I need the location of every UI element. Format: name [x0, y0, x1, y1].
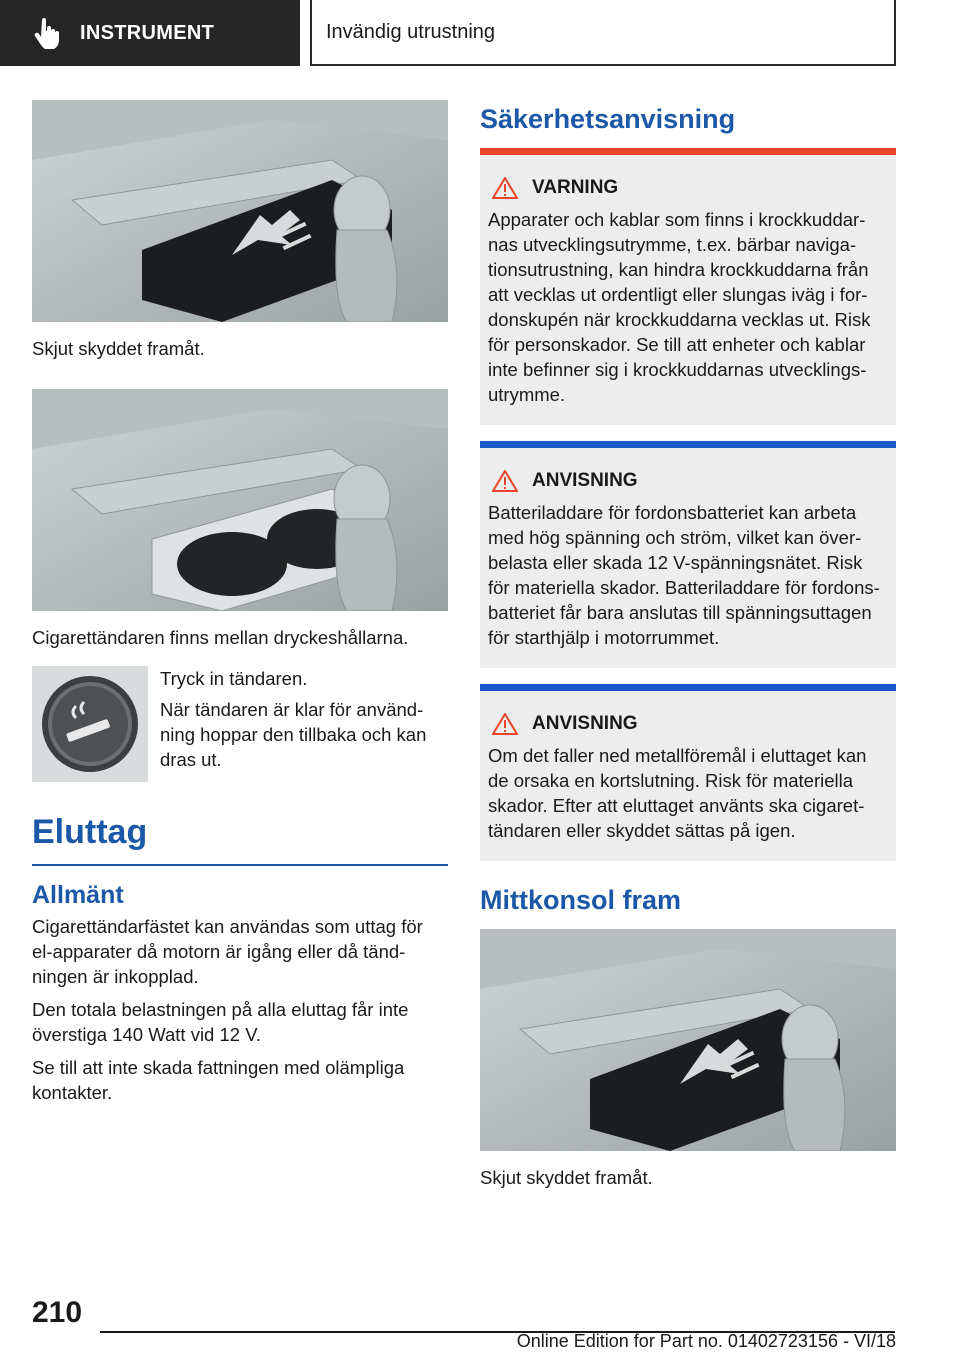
section-label: INSTRUMENT — [80, 21, 215, 44]
page-topic: Invändig utrustning — [310, 0, 896, 66]
notice-title: VARNING — [532, 177, 619, 198]
subsection-title-allmant: Allmänt — [32, 881, 124, 909]
warning-triangle-icon — [492, 713, 518, 735]
warning-triangle-icon — [492, 470, 518, 492]
notice-body: Apparater och kablar som finns i krockkuddarnas utvecklingsutrymme, t.ex. bärbar navigationsutrustning, kan hindra krockkuddarna från att vecklas ut ordentligt eller slungas iväg i fordonskupén när krockkuddarna vecklas ut. Risk för personskador. Se till att enheter och kablar inte befinner sig i krockkuddarnas utvecklingsutrymme. — [488, 209, 871, 405]
page-header — [0, 0, 960, 66]
notice-title: ANVISNING — [532, 713, 638, 734]
notice-anvisning-1 — [480, 441, 896, 668]
paragraph-2: Den totala belastningen på alla eluttag får inte överstiga 140 Watt vid 12 V. — [32, 999, 409, 1045]
cup-holder-image — [32, 389, 448, 611]
notice-body: Om det faller ned metallföremål i eluttaget kan de orsaka en kortslutning. Risk för materiella skador. Efter att eluttaget använts ska cigarettändaren eller skyddet sättas på igen. — [488, 745, 867, 841]
edition-text[interactable]: Online Edition for Part no. 01402723156 - VI/18 — [516, 1331, 896, 1351]
hand-pointer-icon — [30, 16, 64, 50]
cigarette-lighter-icon — [32, 666, 148, 782]
page-number: 210 — [32, 1296, 83, 1329]
caption-front-console: Skjut skyddet framåt. — [480, 1167, 653, 1188]
notice-body: Batteriladdare för fordonsbatteriet kan arbeta med hög spänning och ström, vilket kan överbelasta eller skada 12 V-spänningsnätet. Risk för materiella skador. Batteriladdare för fordonsbatteriet får bara anslutas till spänningsuttagen för starthjälp i motorrummet. — [488, 502, 880, 648]
front-console-image — [480, 929, 896, 1151]
caption-cover: Skjut skyddet framåt. — [32, 338, 205, 359]
lighter-step-2: När tändaren är klar för användning hoppar den tillbaka och kan dras ut. — [160, 699, 427, 770]
notice-warning — [480, 148, 896, 425]
lighter-instruction — [32, 666, 448, 782]
paragraph-1: Cigarettändarfästet kan användas som uttag för el-apparater då motorn är igång eller då tändningen är inkopplad. — [32, 916, 423, 987]
lighter-step-1: Tryck in tändaren. — [160, 668, 308, 689]
notice-bar-red — [480, 148, 896, 155]
caption-cigarette-lighter: Cigarettändaren finns mellan dryckeshållarna. — [32, 627, 409, 648]
section-rule — [32, 864, 448, 866]
section-tab[interactable] — [0, 0, 300, 66]
notice-anvisning-2 — [480, 684, 896, 861]
center-console-cover-image — [32, 100, 448, 322]
left-column — [32, 100, 448, 1105]
safety-title: Säkerhetsanvisning — [480, 104, 736, 134]
subsection-title-mittkonsol: Mittkonsol fram — [480, 885, 682, 915]
right-column — [480, 100, 896, 1190]
warning-triangle-icon — [492, 177, 518, 199]
paragraph-3: Se till att inte skada fattningen med olämpliga kontakter. — [32, 1057, 405, 1103]
section-title-eluttag: Eluttag — [32, 813, 148, 851]
notice-bar-blue — [480, 684, 896, 691]
notice-title: ANVISNING — [532, 470, 638, 491]
notice-bar-blue — [480, 441, 896, 448]
